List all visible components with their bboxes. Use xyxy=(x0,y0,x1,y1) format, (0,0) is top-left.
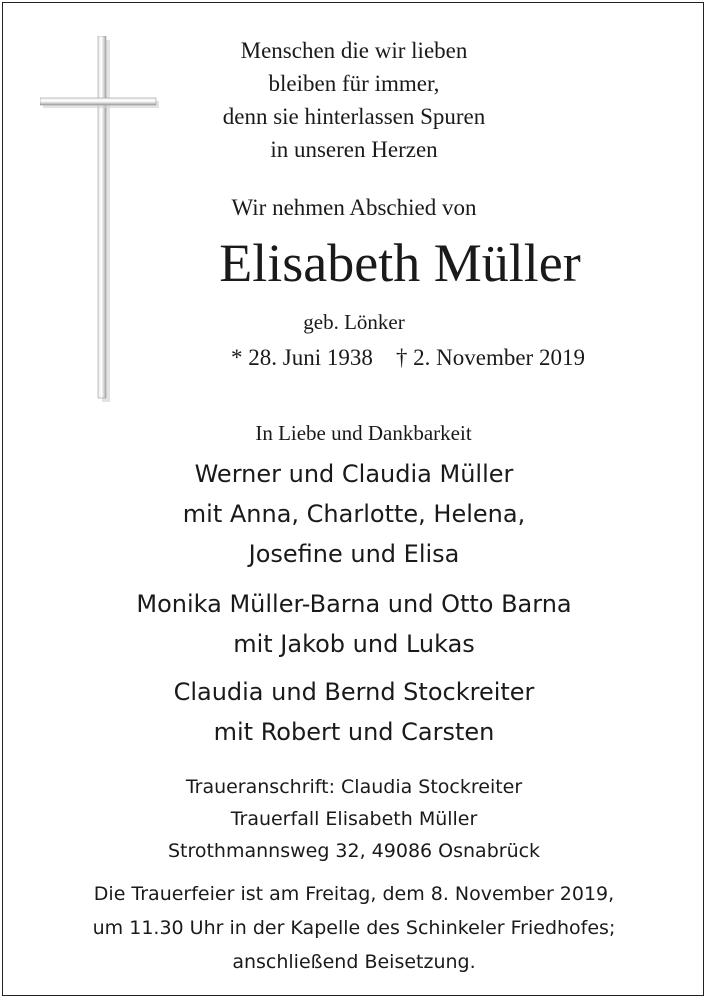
poem-line: denn sie hinterlassen Spuren xyxy=(222,104,486,129)
poem-line: in unseren Herzen xyxy=(270,137,438,162)
address-line: Strothmannsweg 32, 49086 Osnabrück xyxy=(167,840,541,862)
poem-line: bleiben für immer, xyxy=(268,71,440,96)
family-line: Monika Müller-Barna und Otto Barna xyxy=(136,590,572,618)
service-line: anschließend Beisetzung. xyxy=(232,951,476,973)
farewell-text: Wir nehmen Abschied von xyxy=(231,195,477,220)
birth-death-dates: * 28. Juni 1938 † 2. November 2019 xyxy=(231,345,585,370)
service-line: um 11.30 Uhr in der Kapelle des Schinkeler Friedhofes; xyxy=(92,917,616,939)
deceased-name: Elisabeth Müller xyxy=(219,233,581,293)
maiden-name: geb. Lönker xyxy=(303,310,405,334)
family-line: Claudia und Bernd Stockreiter xyxy=(173,678,535,706)
family-line: Werner und Claudia Müller xyxy=(194,460,514,488)
family-line: Josefine und Elisa xyxy=(248,540,460,568)
family-line: mit Jakob und Lukas xyxy=(233,630,475,658)
family-line: mit Robert und Carsten xyxy=(213,718,495,746)
address-line: Traueranschrift: Claudia Stockreiter xyxy=(185,776,523,798)
address-line: Trauerfall Elisabeth Müller xyxy=(230,808,478,830)
poem-line: Menschen die wir lieben xyxy=(240,38,468,63)
dedication: In Liebe und Dankbarkeit xyxy=(255,421,472,445)
service-line: Die Trauerfeier ist am Freitag, dem 8. November 2019, xyxy=(93,883,615,905)
family-line: mit Anna, Charlotte, Helena, xyxy=(182,500,526,528)
